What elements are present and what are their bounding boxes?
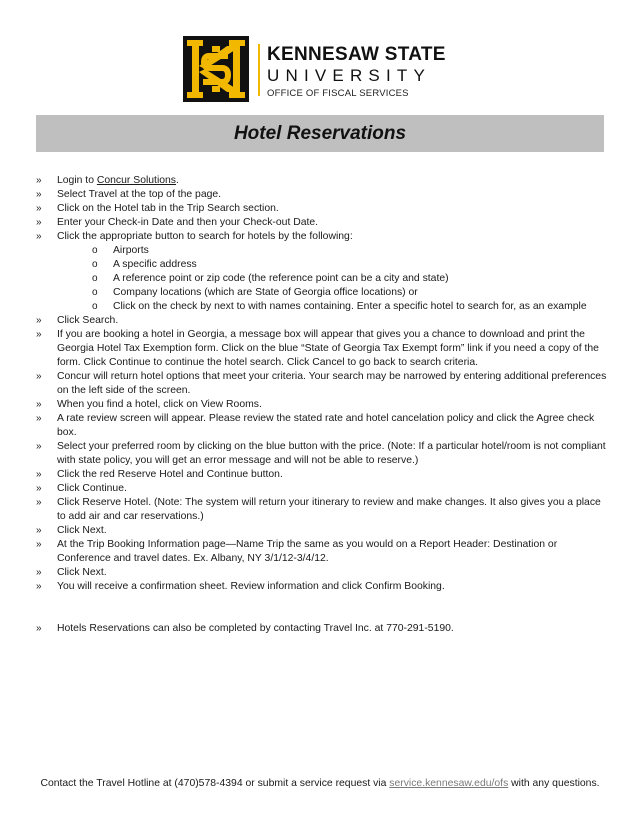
logo-line-university-name: KENNESAW STATE — [267, 44, 446, 65]
step-item — [36, 202, 608, 216]
step-item — [36, 188, 608, 202]
bullet-icon: » — [36, 203, 42, 214]
step-text: Click the appropriate button to search for hotels by the following: — [57, 231, 353, 242]
bullet-icon: » — [36, 469, 42, 480]
step-text: Concur will return hotel options that meet your criteria. Your search may be narrowed by entering additional preferences on the left side of the screen. — [57, 371, 607, 396]
step-text: Select Travel at the top of the page. — [57, 189, 222, 200]
step-text: Click on the Hotel tab in the Trip Search section. — [57, 203, 279, 214]
search-option-item — [36, 258, 608, 272]
bullet-icon: » — [36, 399, 42, 410]
step-item — [36, 580, 608, 594]
bullet-icon: » — [36, 175, 42, 186]
service-request-link[interactable]: service.kennesaw.edu/ofs — [389, 778, 509, 789]
bullet-icon: » — [36, 413, 42, 424]
step-text: Click Next. — [57, 525, 107, 536]
step-text: Click Reserve Hotel. (Note: The system will return your itinerary to review and make changes. It also gives you a place to add air and car reservations.) — [57, 497, 601, 522]
page-title: Hotel Reservations — [233, 122, 407, 144]
title-banner — [36, 115, 604, 152]
step-text: Select your preferred room by clicking on the blue button with the price. (Note: If a particular hotel/room is not compliant with state policy, you will get an error message and will not be able to reserve.) — [57, 441, 606, 466]
step-item — [36, 566, 608, 580]
instruction-list — [36, 174, 608, 244]
bullet-icon: » — [36, 581, 42, 592]
step-text: Enter your Check-in Date and then your Check-out Date. — [57, 217, 319, 228]
ksu-logo — [183, 36, 249, 102]
circle-bullet-icon: o — [92, 287, 98, 298]
step-text: Click Next. — [57, 567, 107, 578]
circle-bullet-icon: o — [92, 273, 98, 284]
footer-text: Contact the Travel Hotline at (470)578-4394 or submit a service request via — [40, 778, 390, 789]
logo-divider — [258, 44, 260, 96]
step-text: You will receive a confirmation sheet. Review information and click Confirm Booking. — [57, 581, 445, 592]
step-item-phone-booking — [36, 622, 608, 636]
step-item — [36, 398, 608, 412]
logo-line-office: OFFICE OF FISCAL SERVICES — [267, 88, 409, 99]
search-option-text: Company locations (which are State of Georgia office locations) or — [113, 287, 418, 298]
step-item — [36, 440, 608, 468]
step-item — [36, 538, 608, 566]
search-option-text: A reference point or zip code (the reference point can be a city and state) — [113, 273, 449, 284]
step-item — [36, 328, 608, 370]
search-option-item — [36, 286, 608, 300]
logo-line-university: UNIVERSITY — [267, 66, 432, 85]
step-item — [36, 468, 608, 482]
step-item — [36, 496, 608, 524]
footer-text-end: with any questions. — [508, 778, 600, 789]
bullet-icon: » — [36, 539, 42, 550]
bullet-icon: » — [36, 497, 42, 508]
bullet-icon: » — [36, 623, 42, 634]
step-text: Click the red Reserve Hotel and Continue button. — [57, 469, 283, 480]
logo-wordmark — [267, 45, 477, 99]
bullet-icon: » — [36, 525, 42, 536]
search-option-text: Airports — [113, 245, 149, 256]
step-item — [36, 412, 608, 440]
step-text: If you are booking a hotel in Georgia, a message box will appear that gives you a chance to download and print the Georgia Hotel Tax Exemption form. Click on the blue “State of Georgia Tax Exempt form” link if you need a copy of the form. Click Continue to continue the hotel search. Click Cancel to go back to search criteria. — [57, 329, 599, 368]
search-option-item — [36, 244, 608, 258]
bullet-icon: » — [36, 441, 42, 452]
circle-bullet-icon: o — [92, 245, 98, 256]
step-text: Click Search. — [57, 315, 119, 326]
step-text: At the Trip Booking Information page—Name Trip the same as you would on a Report Header: Destination or Conference and travel dates. Ex. Albany, NY 3/1/12-3/4/12. — [57, 539, 558, 564]
step-text: Login to — [57, 175, 97, 186]
step-text: A rate review screen will appear. Please review the stated rate and hotel cancelation policy and click the Agree check box. — [57, 413, 595, 438]
bullet-icon: » — [36, 483, 42, 494]
bullet-icon: » — [36, 217, 42, 228]
step-item — [36, 230, 608, 244]
bullet-icon: » — [36, 189, 42, 200]
circle-bullet-icon: o — [92, 301, 98, 312]
ksu-header — [183, 36, 473, 102]
step-item — [36, 216, 608, 230]
step-item — [36, 174, 608, 188]
bullet-icon: » — [36, 329, 42, 340]
bullet-icon: » — [36, 315, 42, 326]
footer-contact — [0, 777, 640, 791]
bullet-icon: » — [36, 371, 42, 382]
step-item — [36, 482, 608, 496]
bullet-icon: » — [36, 231, 42, 242]
step-item — [36, 524, 608, 538]
search-option-item — [36, 300, 608, 314]
search-option-text: Click on the check by next to with names containing. Enter a specific hotel to search for, as an example — [113, 301, 587, 312]
step-text: Hotels Reservations can also be completed by contacting Travel Inc. at 770-291-5190. — [57, 623, 454, 634]
step-text-end: . — [176, 175, 179, 186]
search-option-text: A specific address — [113, 259, 197, 270]
instruction-list-continued — [36, 314, 608, 636]
bullet-icon: » — [36, 567, 42, 578]
search-options-list — [36, 244, 608, 314]
concur-solutions-link[interactable]: Concur Solutions — [96, 175, 177, 186]
step-text: When you find a hotel, click on View Rooms. — [57, 399, 262, 410]
step-item — [36, 370, 608, 398]
step-text: Click Continue. — [57, 483, 127, 494]
step-item — [36, 314, 608, 328]
search-option-item — [36, 272, 608, 286]
circle-bullet-icon: o — [92, 259, 98, 270]
